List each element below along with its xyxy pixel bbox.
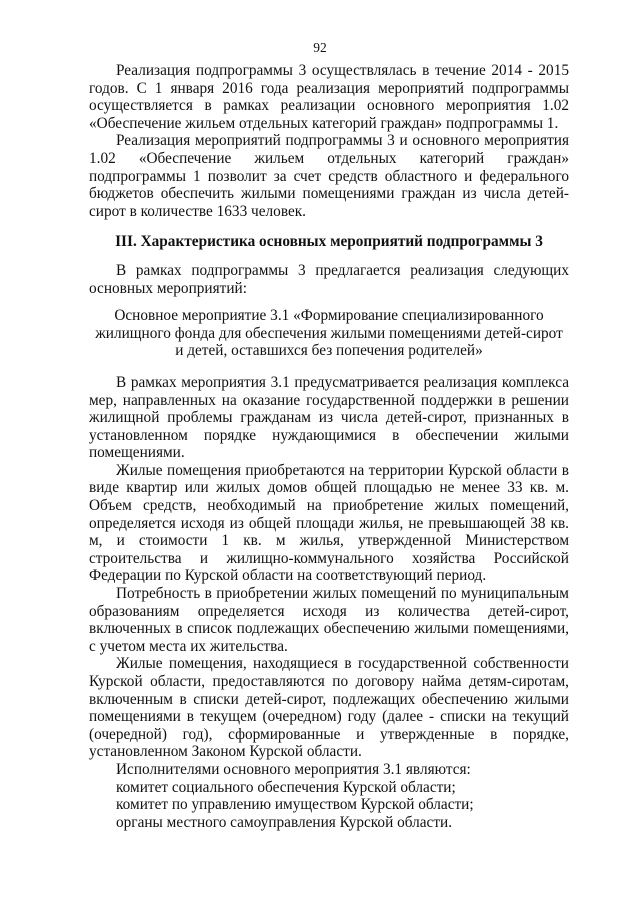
measure-title: Основное мероприятие 3.1 «Формирование специализированного жилищного фонда для обеспечения жилыми помещениями детей-сирот и детей, оставшихся без попечения родителей» — [95, 307, 563, 360]
executor-item: комитет социального обеспечения Курской области; — [116, 778, 456, 796]
paragraph-measure-description: В рамках мероприятия 3.1 предусматривается реализация комплекса мер, направленных на оказание государственной поддержки в решении жилищной проблемы гражданам из числа детей-сирот, признанных в установленном порядке нуждающимися в обеспечении жилыми помещениями. — [89, 373, 569, 462]
paragraph-municipal-need: Потребность в приобретении жилых помещений по муниципальным образованиям определяется исходя из количества детей-сирот, включенных в список подлежащих обеспечению жилыми помещениями, с учетом места их жительства. — [89, 585, 569, 655]
paragraph-housing-acquisition: Жилые помещения приобретаются на территории Курской области в виде квартир или жилых домов общей площадью не менее 33 кв. м. Объем средств, необходимый на приобретение жилых помещений, определяется исходя из общей площади жилья, не превышающей 38 кв. м, и стоимости 1 кв. м жилья, утвержденной Министерством строительства и жилищно-коммунального хозяйства Российской Федерации по Курской области на соответствующий период. — [89, 461, 569, 585]
page-content — [89, 62, 569, 831]
paragraph-intro: В рамках подпрограммы 3 предлагается реализация следующих основных мероприятий: — [89, 261, 569, 297]
paragraph-expected-result: Реализация мероприятий подпрограммы 3 и основного мероприятия 1.02 «Обеспечение жильем отдельных категорий граждан» подпрограммы 1 позволит за счет средств областного и федерального бюджетов обеспечить жилыми помещениями граждан из числа детей-сирот в количестве 1633 человек. — [89, 132, 569, 220]
section-heading: III. Характеристика основных мероприятий подпрограммы 3 — [115, 233, 543, 251]
paragraph-housing-provision: Жилые помещения, находящиеся в государственной собственности Курской области, предоставляются по договору найма детям-сиротам, включенным в списки детей-сирот, подлежащих обеспечению жилыми помещениями в текущем (очередном) году (далее - списки на текущий (очередной) год), сформированные и утвержденные в порядке, установленном Законом Курской области. — [89, 655, 569, 761]
paragraph-implementation-period: Реализация подпрограммы 3 осуществлялась в течение 2014 - 2015 годов. С 1 января 2016 года реализация мероприятий подпрограммы осуществляется в рамках реализации основного мероприятия 1.02 «Обеспечение жильем отдельных категорий граждан» подпрограммы 1. — [89, 62, 569, 132]
executors-intro: Исполнителями основного мероприятия 3.1 являются: — [116, 760, 471, 778]
executor-item: комитет по управлению имуществом Курской области; — [116, 796, 474, 814]
executor-item: органы местного самоуправления Курской области. — [116, 813, 453, 831]
page-number: 92 — [313, 40, 327, 55]
